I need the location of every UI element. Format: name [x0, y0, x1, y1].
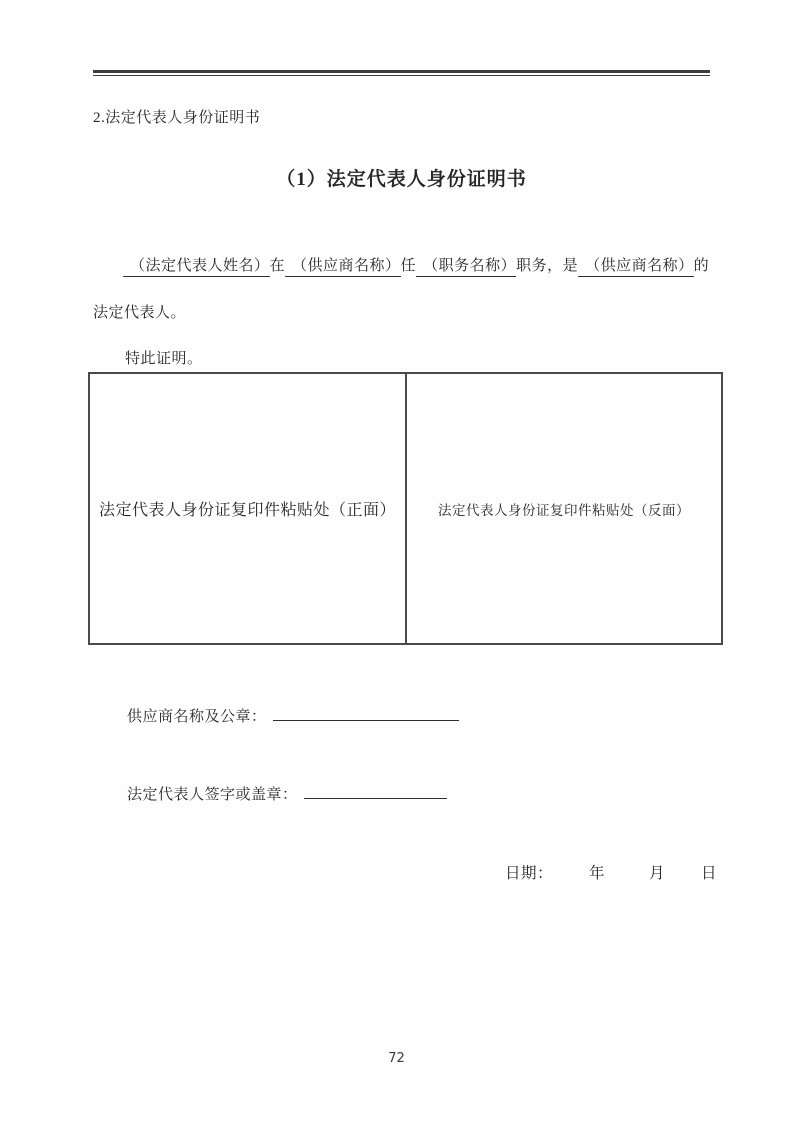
- date-day-label: 日: [701, 865, 718, 882]
- id-back-paste-area: [407, 374, 721, 643]
- date-row: [505, 861, 717, 883]
- blank-supplier-name-2: （供应商名称）: [578, 258, 694, 277]
- legal-rep-signature-blank-line: [304, 784, 447, 799]
- date-label: 日期：: [505, 865, 554, 882]
- statement-line-1: [93, 254, 733, 275]
- page-number: 72: [388, 1051, 405, 1066]
- section-heading: 2.法定代表人身份证明书: [93, 110, 261, 126]
- id-back-paste-label: 法定代表人身份证复印件粘贴处（反面）: [438, 502, 690, 518]
- statement-line-2: 法定代表人。: [93, 305, 187, 321]
- blank-supplier-name-1: （供应商名称）: [285, 258, 401, 277]
- id-copy-paste-box: [88, 372, 723, 645]
- blank-legal-rep-name: （法定代表人姓名）: [123, 258, 270, 277]
- header-double-rule: [93, 70, 710, 76]
- statement-text-at: 在: [269, 258, 286, 274]
- id-front-paste-area: [90, 374, 407, 643]
- statement-text-serve: 任: [400, 258, 417, 274]
- closing-statement: 特此证明。: [125, 351, 203, 367]
- date-year-label: 年: [589, 865, 606, 882]
- blank-position-name: （职务名称）: [416, 258, 516, 277]
- page-title: （1）法定代表人身份证明书: [276, 169, 527, 190]
- date-month-label: 月: [649, 865, 666, 882]
- id-front-paste-label: 法定代表人身份证复印件粘贴处（正面）: [98, 502, 396, 519]
- supplier-seal-blank-line: [273, 706, 459, 721]
- statement-text-of: 的: [693, 258, 710, 274]
- statement-text-duty: 职务，是: [516, 258, 579, 274]
- supplier-seal-row: [127, 705, 459, 726]
- supplier-seal-label: 供应商名称及公章：: [127, 709, 267, 725]
- legal-rep-signature-row: [127, 783, 447, 804]
- legal-rep-signature-label: 法定代表人签字或盖章：: [127, 787, 298, 803]
